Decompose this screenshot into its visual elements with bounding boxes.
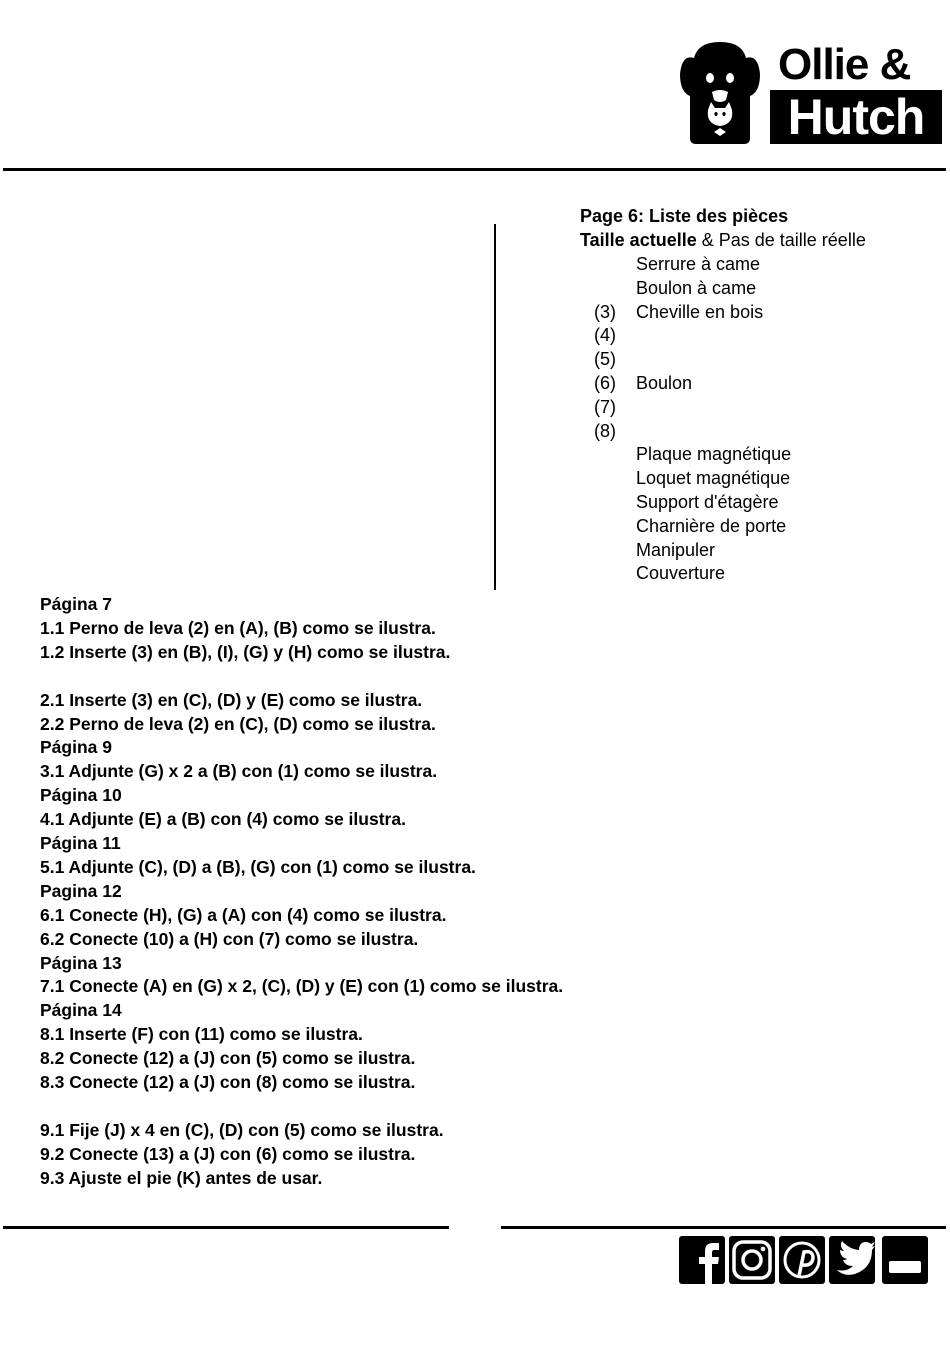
instruction-step: 3.1 Adjunte (G) x 2 a (B) con (1) como se ilustra.	[40, 761, 438, 782]
size-note-bold: Taille actuelle	[580, 230, 697, 250]
facebook-icon[interactable]	[679, 1236, 725, 1284]
page-heading: Página 9	[40, 737, 112, 758]
header-divider	[3, 168, 946, 171]
footer-divider-right	[501, 1226, 946, 1229]
part-name: Loquet magnétique	[636, 468, 791, 489]
part-name: Cheville en bois	[636, 301, 764, 322]
part-name: Serrure à came	[636, 254, 761, 274]
instruction-step: 7.1 Conecte (A) en (G) x 2, (C), (D) y (E) con (1) como se ilustra.	[40, 976, 564, 997]
part-number: (5)	[594, 349, 616, 370]
page-heading: Página 11	[40, 833, 121, 853]
part-name: Couverture	[636, 563, 726, 584]
instruction-step: 1.1 Perno de leva (2) en (A), (B) como se ilustra.	[40, 617, 436, 638]
part-name: Support d'étagère	[636, 492, 779, 512]
part-name: Charnière de porte	[636, 515, 787, 536]
logo-line1: Ollie &	[778, 40, 911, 89]
part-name: Boulon à came	[636, 277, 757, 298]
parts-list-title: Liste des pièces	[649, 206, 789, 226]
parts-list-heading	[580, 206, 788, 227]
part-name: Boulon	[636, 373, 693, 393]
pinterest-icon[interactable]	[779, 1236, 825, 1284]
page-label: Page 6:	[580, 206, 645, 226]
part-number: (7)	[594, 396, 616, 417]
page-heading: Página 7	[40, 594, 112, 614]
part-name: Plaque magnétique	[636, 444, 792, 465]
instruction-step: 9.3 Ajuste el pie (K) antes de usar.	[40, 1167, 323, 1188]
page-heading: Página 14	[40, 1000, 122, 1021]
dog-cat-logo-icon	[680, 40, 760, 146]
instruction-step: 6.2 Conecte (10) a (H) con (7) como se ilustra.	[40, 928, 419, 949]
page-heading: Pagina 12	[40, 880, 122, 901]
part-number: (8)	[594, 420, 616, 441]
instruction-step: 8.3 Conecte (12) a (J) con (8) como se ilustra.	[40, 1072, 416, 1092]
video-icon[interactable]	[882, 1236, 928, 1284]
page-heading: Página 10	[40, 785, 122, 806]
logo-line2: Hutch	[770, 90, 942, 144]
instruction-step: 8.2 Conecte (12) a (J) con (5) como se ilustra.	[40, 1048, 416, 1069]
instruction-step: 2.2 Perno de leva (2) en (C), (D) como se ilustra.	[40, 713, 436, 734]
instruction-step: 9.1 Fije (J) x 4 en (C), (D) con (5) como se ilustra.	[40, 1119, 444, 1140]
part-number: (4)	[594, 325, 616, 346]
twitter-icon[interactable]	[829, 1236, 875, 1284]
instruction-step: 5.1 Adjunte (C), (D) a (B), (G) con (1) como se ilustra.	[40, 856, 476, 877]
part-number: (3)	[594, 301, 616, 322]
instruction-step: 8.1 Inserte (F) con (11) como se ilustra.	[40, 1024, 363, 1045]
part-name: Manipuler	[636, 539, 716, 560]
part-number: (6)	[594, 373, 616, 393]
instruction-step: 2.1 Inserte (3) en (C), (D) y (E) como se ilustra.	[40, 689, 423, 710]
instruction-step: 1.2 Inserte (3) en (B), (I), (G) y (H) como se ilustra.	[40, 641, 451, 662]
footer-divider-left	[3, 1226, 449, 1229]
instruction-step: 4.1 Adjunte (E) a (B) con (4) como se ilustra.	[40, 809, 406, 830]
instruction-step: 9.2 Conecte (13) a (J) con (6) como se ilustra.	[40, 1143, 416, 1164]
size-note-rest: & Pas de taille réelle	[701, 230, 866, 250]
page-heading: Página 13	[40, 952, 122, 973]
instruction-step: 6.1 Conecte (H), (G) a (A) con (4) como se ilustra.	[40, 904, 447, 925]
size-note	[580, 230, 866, 251]
column-divider	[494, 224, 496, 590]
instagram-icon[interactable]	[729, 1236, 775, 1284]
